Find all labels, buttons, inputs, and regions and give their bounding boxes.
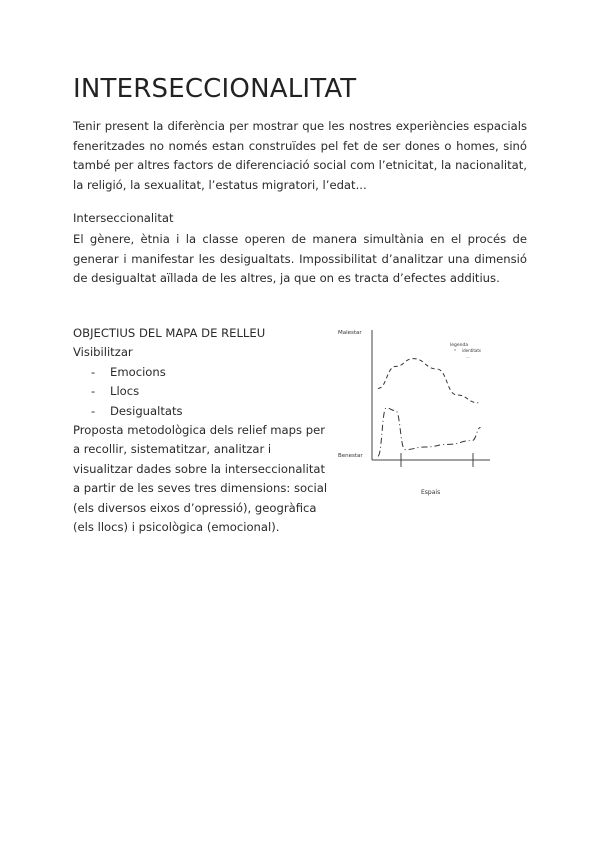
- legend-title: legenda: [450, 343, 469, 348]
- legend-entry: ...: [466, 354, 470, 359]
- list-item: - Desigualtats: [91, 402, 328, 421]
- list-item: - Llocs: [91, 382, 328, 401]
- legend-entry: identitats: [462, 348, 481, 353]
- y-axis-label-bottom: Benestar: [338, 453, 363, 459]
- methodology-paragraph: Proposta metodològica dels relief maps per a recollir, sistematitzar, analitzar i visualitzar dades sobre la interseccionalitat a partir de les seves tres dimensions: social (els diversos eixos d’opressió), geogràfica (els llocs) i psicològica (emocional).: [73, 423, 328, 535]
- objectives-section: [73, 324, 328, 537]
- visibility-label: Visibilitzar: [73, 345, 133, 360]
- page-title: INTERSECCIONALITAT: [73, 74, 357, 104]
- y-axis-label-top: Malestar: [338, 330, 362, 336]
- intro-paragraph: Tenir present la diferència per mostrar que les nostres experiències espacials feneritzades no només estan construïdes pel fet de ser dones o homes, sinó també per altres factors de diferenciació social com l’etnicitat, la nacionalitat, la religió, la sexualitat, l’estatus migratori, l’edat...: [73, 119, 527, 192]
- series-line-2: [378, 408, 481, 456]
- list-item: - Emocions: [91, 363, 328, 382]
- x-axis-label: Espais: [421, 489, 441, 496]
- relief-map-chart: [330, 320, 510, 510]
- visibility-list: [73, 363, 328, 421]
- series-line-1: [378, 359, 478, 403]
- intersection-paragraph: El gènere, ètnia i la classe operen de manera simultània en el procés de generar i manifestar les desigualtats. Impossibilitat d’analitzar una dimensió de desigualtat aïllada de les altres, ja que on es tracta d’efectes additius.: [73, 232, 527, 286]
- series-layer: [378, 359, 481, 457]
- subheading-intersectionality: Interseccionalitat: [73, 211, 174, 225]
- objectives-heading: OBJECTIUS DEL MAPA DE RELLEU: [73, 326, 266, 340]
